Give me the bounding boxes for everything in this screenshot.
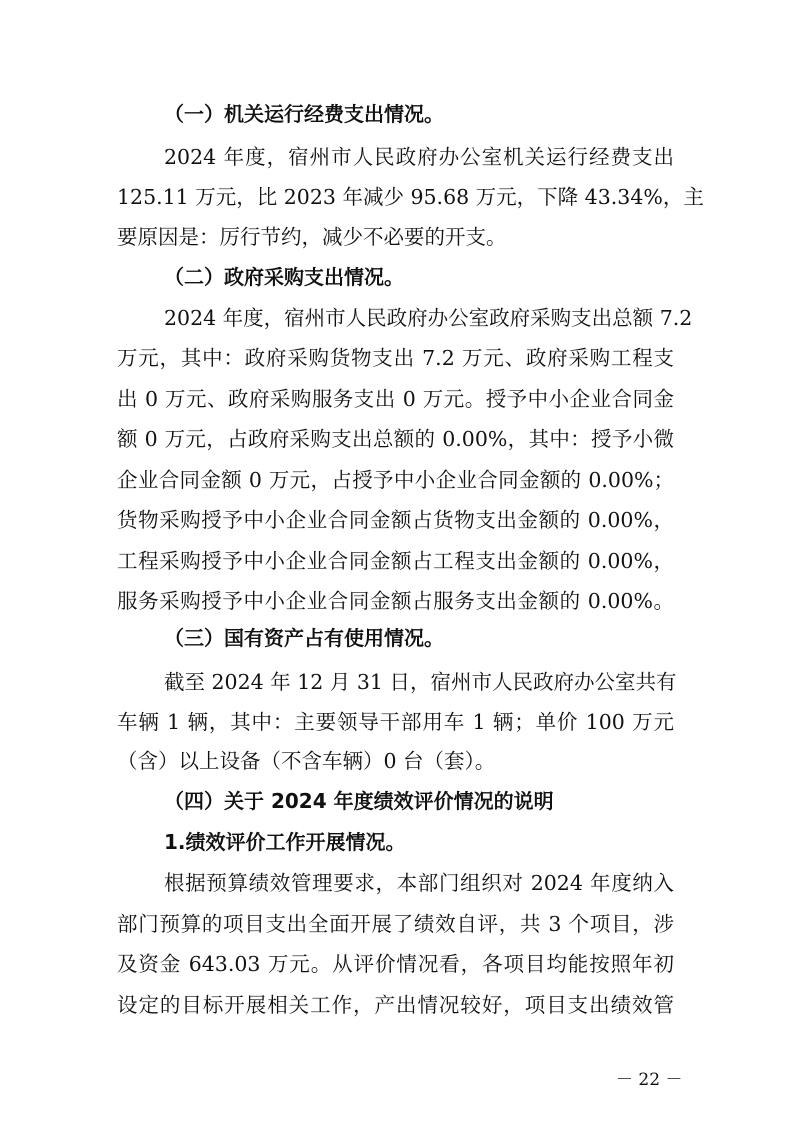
paragraph-line: 服务采购授予中小企业合同金额占服务支出金额的 0.00%。 (117, 589, 674, 613)
paragraph-line: 部门预算的项目支出全面开展了绩效自评，共 3 个项目，涉 (117, 912, 674, 936)
paragraph-line: 工程采购授予中小企业合同金额占工程支出金额的 0.00%， (117, 549, 674, 573)
paragraph-line: （含）以上设备（不含车辆）0 台（套）。 (117, 749, 496, 773)
page-number: － 22 － (616, 1070, 683, 1090)
paragraph-line: 2024 年度，宿州市人民政府办公室政府采购支出总额 7.2 (164, 306, 693, 330)
paragraph-line: 出 0 万元、政府采购服务支出 0 万元。授予中小企业合同金 (117, 387, 674, 411)
paragraph-line: 货物采购授予中小企业合同金额占货物支出金额的 0.00%， (117, 508, 674, 532)
paragraph-line: 及资金 643.03 万元。从评价情况看，各项目均能按照年初 (117, 952, 674, 976)
sub-heading-evaluation-work: 1.绩效评价工作开展情况。 (164, 830, 406, 854)
paragraph-line: 企业合同金额 0 万元，占授予中小企业合同金额的 0.00%； (117, 468, 674, 492)
section-heading-state-assets: （三）国有资产占有使用情况。 (164, 626, 444, 650)
section-heading-performance-evaluation: （四）关于 2024 年度绩效评价情况的说明 (164, 789, 554, 813)
paragraph-line: 额 0 万元，占政府采购支出总额的 0.00%，其中：授予小微 (117, 427, 674, 451)
paragraph-line: 根据预算绩效管理要求，本部门组织对 2024 年度纳入 (164, 871, 674, 895)
paragraph-line: 2024 年度，宿州市人民政府办公室机关运行经费支出 (164, 145, 674, 169)
paragraph-line: 万元，其中：政府采购货物支出 7.2 万元、政府采购工程支 (117, 346, 674, 370)
section-heading-operating-expenses: （一）机关运行经费支出情况。 (164, 102, 444, 126)
paragraph-line: 要原因是：厉行节约，减少不必要的开支。 (117, 225, 507, 249)
paragraph-line: 125.11 万元，比 2023 年减少 95.68 万元，下降 43.34%，主 (117, 185, 704, 209)
paragraph-line: 车辆 1 辆，其中：主要领导干部用车 1 辆；单价 100 万元 (117, 710, 674, 734)
paragraph-line: 设定的目标开展相关工作，产出情况较好，项目支出绩效管 (117, 993, 674, 1017)
section-heading-government-procurement: （二）政府采购支出情况。 (164, 265, 404, 289)
paragraph-line: 截至 2024 年 12 月 31 日，宿州市人民政府办公室共有 (164, 670, 677, 694)
